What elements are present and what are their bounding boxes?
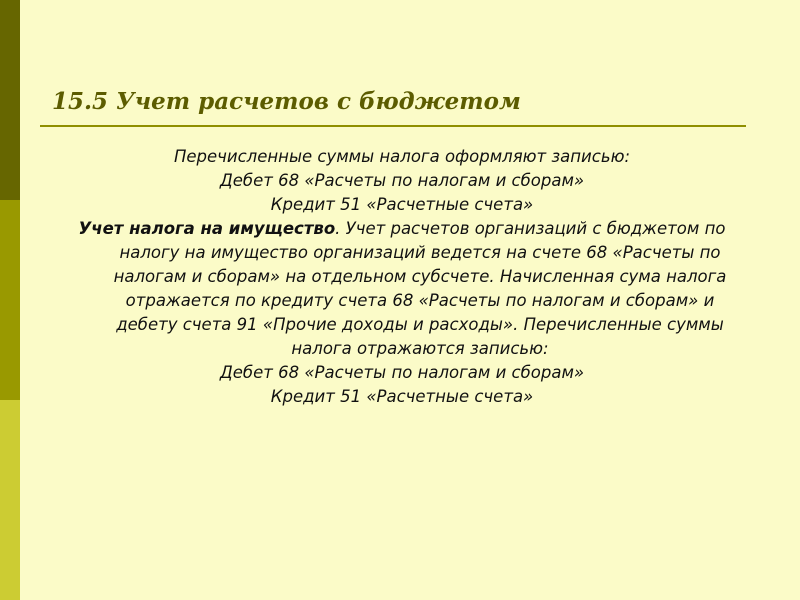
slide-body (62, 145, 742, 409)
sidebar-stripe (0, 0, 20, 600)
sidebar-segment-mid (0, 200, 20, 400)
sidebar-segment-light (0, 400, 20, 600)
paragraph-bold-lead: Учет налога на имущество (78, 219, 336, 238)
paragraph-text: . Учет расчетов организаций с бюджетом по налогу на имущество организаций ведется на счете 68 «Расчеты по налогам и сборам» на отдельном субсчете. Начисленная сума налога отражается по кредиту счета 68 «Расчеты по налогам и сборам» и дебету счета 91 «Прочие доходы и расходы». Перечисленные суммы налога отражаются записью: (113, 219, 727, 358)
sidebar-segment-dark (0, 0, 20, 200)
body-line-4: Дебет 68 «Расчеты по налогам и сборам» (219, 363, 585, 382)
body-line-5: Кредит 51 «Расчетные счета» (270, 387, 534, 406)
body-line-3: Кредит 51 «Расчетные счета» (270, 195, 534, 214)
title-divider (40, 125, 746, 127)
body-line-2: Дебет 68 «Расчеты по налогам и сборам» (219, 171, 585, 190)
slide-title: 15.5 Учет расчетов с бюджетом (52, 88, 521, 115)
body-line-1: Перечисленные суммы налога оформляют записью: (173, 147, 631, 166)
body-paragraph (62, 217, 742, 361)
